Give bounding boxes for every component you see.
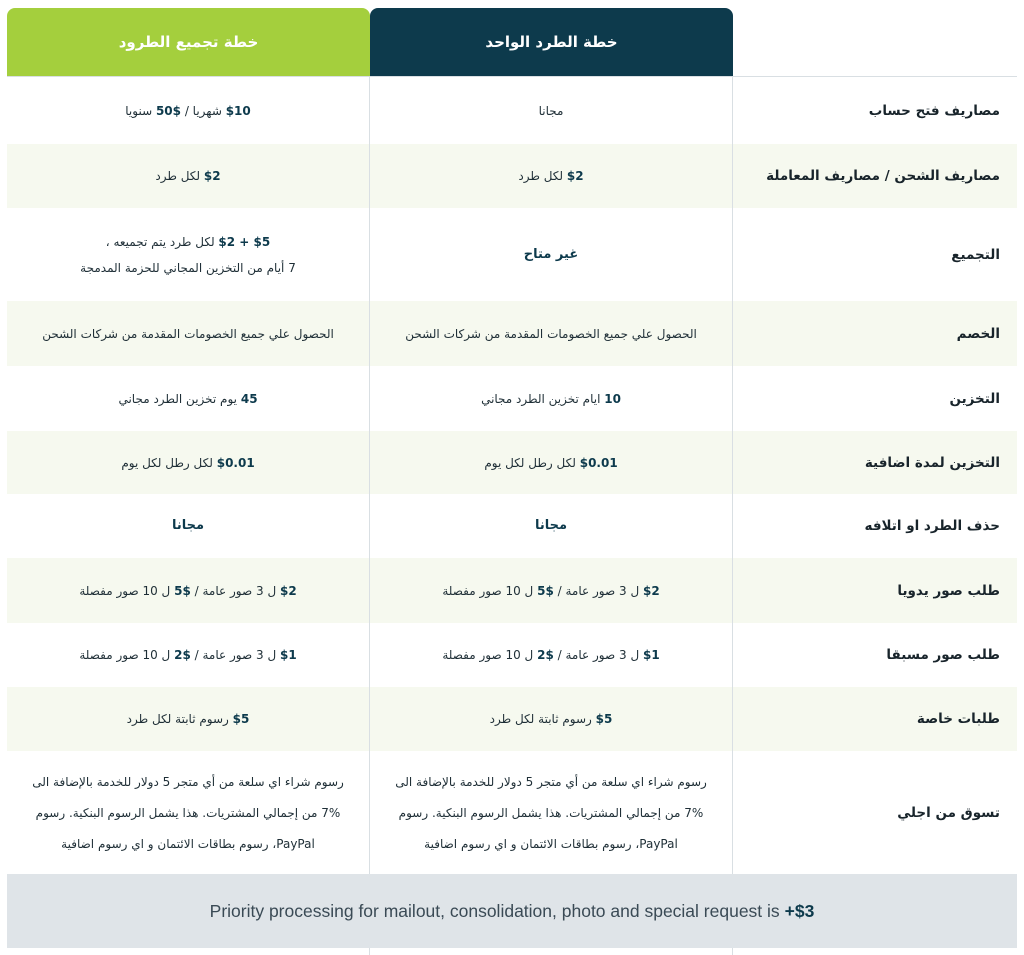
price-text: لكل طرد يتم تجميعه ، [105, 234, 219, 249]
table-row-shipping-fees [7, 144, 1017, 208]
free-text: مجانا [171, 518, 205, 533]
price-value: $5 + $2 [218, 234, 271, 249]
price-value: $2 [642, 583, 660, 598]
price-value: $5 [595, 712, 613, 726]
price-text: سنويا [125, 103, 156, 118]
single-cell [370, 77, 733, 144]
row-label: حذف الطرد او اتلافه [864, 518, 1000, 534]
single-cell [370, 494, 733, 558]
cell-text-line: PayPal، رسوم بطاقات الائتمان و اي رسوم اضافية [61, 836, 315, 851]
table-row-account-fees [7, 77, 1017, 144]
price-value: $0.01 [216, 455, 255, 470]
price-text: رسوم ثابتة لكل طرد [489, 712, 596, 726]
price-text: ل 10 صور مفصلة [79, 583, 175, 598]
cell-text: الحصول علي جميع الخصومات المقدمة من شركات الشحن [405, 326, 697, 341]
price-value: $1 [642, 648, 660, 662]
consolidation-cell [7, 77, 370, 144]
table-row-consolidation [7, 208, 1017, 301]
price-text: لكل رطل لكل يوم [484, 455, 580, 470]
priority-processing-banner [7, 874, 1017, 948]
table-row-shop-for-me [7, 751, 1017, 875]
row-label: التخزين [949, 390, 1000, 407]
price-value: $5 [537, 583, 554, 598]
consolidation-plan-header: خطة تجميع الطرود [7, 8, 370, 76]
table-row-storage [7, 366, 1017, 431]
price-value: $5 [232, 712, 250, 726]
cell-text-line: 7% من إجمالي المشتريات. هذا يشمل الرسوم البنكية. رسوم [398, 805, 704, 820]
price-text: يوم تخزين الطرد مجاني [118, 391, 241, 406]
consolidation-cell [7, 558, 370, 623]
consolidation-cell [7, 301, 370, 366]
price-text: لكل رطل لكل يوم [121, 455, 217, 470]
price-text: ل 3 صور عامة / [190, 648, 280, 662]
bottom-strip [7, 948, 1017, 955]
row-label: التخزين لمدة اضافية [864, 454, 1000, 471]
row-label: طلبات خاصة [916, 711, 1000, 727]
consolidation-cell [7, 366, 370, 431]
cell-text: الحصول علي جميع الخصومات المقدمة من شركات الشحن [42, 326, 334, 341]
price-text: لكل طرد [155, 169, 204, 183]
table-row-prior-photos [7, 623, 1017, 687]
price-text: ل 10 صور مفصلة [442, 648, 538, 662]
consolidation-cell [7, 494, 370, 558]
table-row-extra-storage [7, 431, 1017, 494]
table-row-delete-package [7, 494, 1017, 558]
table-row-special-requests [7, 687, 1017, 751]
cell-text: مجانا [538, 103, 564, 118]
price-value: 45 [240, 391, 258, 406]
price-text: رسوم ثابتة لكل طرد [126, 712, 233, 726]
cell-text-line: رسوم شراء اي سلعة من أي متجر 5 دولار للخدمة بالإضافة الى [395, 774, 707, 789]
table-row-manual-photos [7, 558, 1017, 623]
price-value: $50 [155, 103, 181, 118]
price-value: $1 [279, 648, 297, 662]
consolidation-cell [7, 144, 370, 208]
price-text: شهريا / [181, 103, 226, 118]
price-text: ل 10 صور مفصلة [442, 583, 538, 598]
cell-text-line: رسوم شراء اي سلعة من أي متجر 5 دولار للخدمة بالإضافة الى [32, 774, 344, 789]
price-value: $10 [225, 103, 251, 118]
table-row-discount [7, 301, 1017, 366]
price-value: $2 [537, 648, 554, 662]
single-cell [370, 301, 733, 366]
price-value: $2 [174, 648, 191, 662]
not-available-text: غير متاح [523, 246, 579, 262]
priority-processing-amount: +$3 [784, 900, 815, 921]
row-label: طلب صور مسبقا [886, 647, 1000, 663]
cell-text-line: 7% من إجمالي المشتريات. هذا يشمل الرسوم البنكية. رسوم [35, 805, 341, 820]
price-text: ل 10 صور مفصلة [79, 648, 175, 662]
consolidation-cell [7, 751, 370, 875]
single-cell [370, 623, 733, 687]
row-label: طلب صور يدويا [897, 582, 1000, 599]
price-text: ل 3 صور عامة / [553, 648, 643, 662]
consolidation-cell [7, 431, 370, 494]
price-text: 7 أيام من التخزين المجاني للحزمة المدمجة [80, 260, 296, 275]
single-cell [370, 366, 733, 431]
single-cell [370, 208, 733, 301]
consolidation-cell [7, 623, 370, 687]
price-text: ل 3 صور عامة / [553, 583, 643, 598]
price-value: $2 [279, 583, 297, 598]
row-label: مصاريف فتح حساب [868, 102, 1000, 119]
price-value: $2 [203, 169, 221, 183]
cell-text-line: PayPal، رسوم بطاقات الائتمان و اي رسوم اضافية [424, 836, 678, 851]
consolidation-cell [7, 208, 370, 301]
row-label: الخصم [956, 325, 1000, 342]
price-value: $2 [566, 169, 584, 183]
single-cell [370, 431, 733, 494]
price-text: ايام تخزين الطرد مجاني [481, 391, 605, 406]
single-cell [370, 144, 733, 208]
price-value: 10 [604, 391, 621, 406]
row-label: التجميع [951, 246, 1000, 263]
price-text: ل 3 صور عامة / [190, 583, 280, 598]
row-label: تسوق من اجلي [897, 805, 1000, 821]
price-value: $5 [174, 583, 191, 598]
single-cell [370, 751, 733, 875]
single-plan-header: خطة الطرد الواحد [370, 8, 733, 76]
priority-processing-text: Priority processing for mailout, consolidation, photo and special request is [209, 900, 780, 921]
free-text: مجانا [534, 518, 568, 533]
single-cell [370, 558, 733, 623]
pricing-table [7, 76, 1017, 875]
price-text: لكل طرد [518, 169, 567, 183]
consolidation-cell [7, 687, 370, 751]
price-value: $0.01 [579, 455, 618, 470]
single-cell [370, 687, 733, 751]
row-label: مصاريف الشحن / مصاريف المعاملة [766, 168, 1000, 184]
